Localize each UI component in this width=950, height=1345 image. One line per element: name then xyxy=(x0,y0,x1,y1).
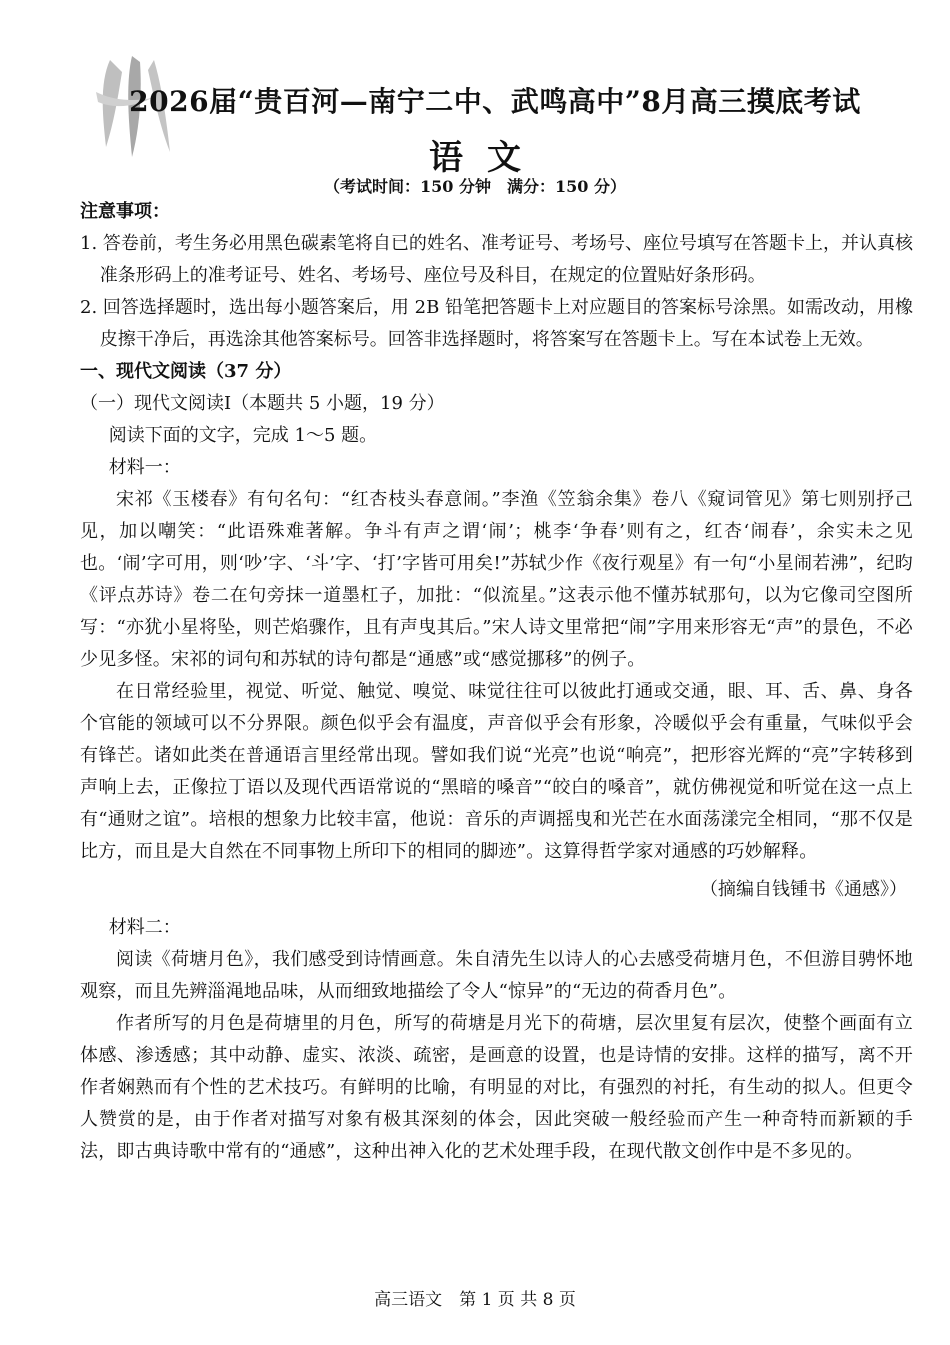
exam-content xyxy=(80,196,913,1168)
page-footer: 高三语文 第 1 页 共 8 页 xyxy=(374,1290,576,1310)
reading-instruction: 阅读下面的文字，完成 1～5 题。 xyxy=(108,425,378,446)
material2-label: 材料二： xyxy=(108,917,181,938)
material2-paragraph: 阅读《荷塘月色》，我们感受到诗情画意。朱自清先生以诗人的心去感受荷塘月色，不但游目骋怀地观察，而且先辨淄渑地品味，从而细致地描绘了令人“惊异”的“无边的荷香月色”。 xyxy=(80,949,913,1002)
material1-paragraph: 宋祁《玉楼春》有句名句：“红杏枝头春意闹。”李渔《笠翁余集》卷八《窥词管见》第七则别抒己见，加以嘲笑：“此语殊难著解。争斗有声之谓‘闹’；桃李‘争春’则有之，红杏‘闹春’，余实未之见也。‘闹’字可用，则‘吵’字、‘斗’字、‘打’字皆可用矣!”苏轼少作《夜行观星》有一句“小星闹若沸”，纪昀《评点苏诗》卷二在句旁抹一道墨杠子，加批：“似流星。”这表示他不懂苏轼那句，以为它像司空图所写：“亦犹小星将坠，则芒焰骤作，且有声曳其后。”宋人诗文里常把“闹”字用来形容无“声”的景色，不必少见多怪。宋祁的词句和苏轼的诗句都是“通感”或“感觉挪移”的例子。 xyxy=(80,489,913,670)
material1-source: （摘编自钱锺书《通感》） xyxy=(700,879,907,900)
material2-paragraph: 作者所写的月色是荷塘里的月色，所写的荷塘是月光下的荷塘，层次里复有层次，使整个画面有立体感、渗透感；其中动静、虚实、浓淡、疏密，是画意的设置，也是诗情的安排。这样的描写，离不开作者娴熟而有个性的艺术技巧。有鲜明的比喻，有明显的对比，有强烈的衬托，有生动的拟人。但更令人赞赏的是，由于作者对描写对象有极其深刻的体会，因此突破一般经验而产生一种奇特而新颖的手法，即古典诗歌中常有的“通感”，这种出神入化的艺术处理手段，在现代散文创作中是不多见的。 xyxy=(80,1013,913,1162)
exam-title: 2026届“贵百河—南宁二中、武鸣高中”8月高三摸底考试 xyxy=(129,85,861,118)
notice-item-2: 2. 回答选择题时，选出每小题答案后，用 2B 铅笔把答题卡上对应题目的答案标号涂黑。如需改动，用橡皮擦干净后，再选涂其他答案标号。回答非选择题时，将答案写在答题卡上。写在本试卷上无效。 xyxy=(80,297,914,350)
material1-paragraph: 在日常经验里，视觉、听觉、触觉、嗅觉、味觉往往可以彼此打通或交通，眼、耳、舌、鼻、身各个官能的领域可以不分界限。颜色似乎会有温度，声音似乎会有形象，冷暖似乎会有重量，气味似乎会有锋芒。诸如此类在普通语言里经常出现。譬如我们说“光亮”也说“响亮”，把形容光辉的“亮”字转移到声响上去，正像拉丁语以及现代西语常说的“黑暗的嗓音”“皎白的嗓音”，就仿佛视觉和听觉在这一点上有“通财之谊”。培根的想象力比较丰富，他说：音乐的声调摇曳和光芒在水面荡漾完全相同，“那不仅是比方，而且是大自然在不同事物上所印下的相同的脚迹”。这算得哲学家对通感的巧妙解释。 xyxy=(80,681,913,862)
notice-item-1: 1. 答卷前，考生务必用黑色碳素笔将自已的姓名、准考证号、考场号、座位号填写在答题卡上，并认真核准条形码上的准考证号、姓名、考场号、座位号及科目，在规定的位置贴好条形码。 xyxy=(80,233,913,286)
material1-label: 材料一： xyxy=(108,457,181,478)
notice-heading: 注意事项： xyxy=(80,201,170,222)
subsection-heading: （一）现代文阅读Ⅰ（本题共 5 小题，19 分） xyxy=(80,393,445,414)
section-heading: 一、现代文阅读（37 分） xyxy=(80,361,292,382)
exam-meta: （考试时间：150 分钟 满分：150 分） xyxy=(324,177,626,196)
exam-subject: 语文 xyxy=(429,138,545,178)
